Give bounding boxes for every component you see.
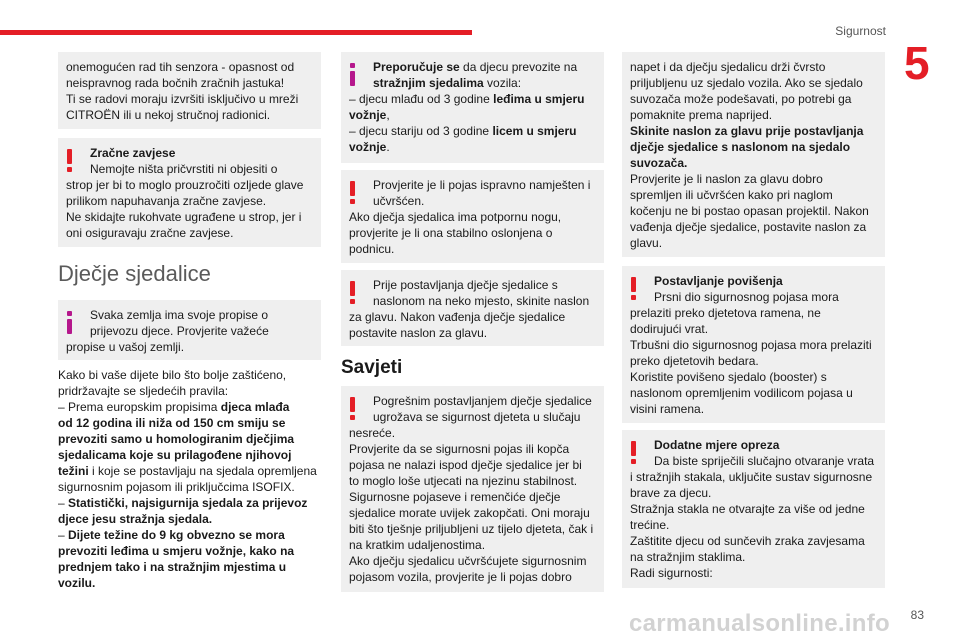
exclamation-warning-icon <box>66 149 74 173</box>
text-line: brave za djecu. <box>630 486 712 500</box>
text-line: prelaziti preko djetetova ramena, ne <box>630 306 821 320</box>
note-box-continued <box>58 52 321 129</box>
text-line: priljubljenu uz sjedalo vozila. Ako se sjedalo <box>630 76 863 90</box>
text-line: Sigurnosne pojaseve i remenčiće dječje <box>349 490 561 504</box>
text-line: prevoziti samo u homologiranim dječjima <box>58 432 295 446</box>
warning-box-airbag-curtains <box>58 138 321 247</box>
text-line: Trbušni dio sigurnosnog pojasa mora prelaziti <box>630 338 872 352</box>
text-line: težini i koje se postavljaju na sjedala opremljena <box>58 464 317 478</box>
text-line: onemogućen rad tih senzora - opasnost od <box>66 60 295 74</box>
warning-box-booster <box>622 266 885 423</box>
text-line: preko djetetovih bedara. <box>630 354 759 368</box>
exclamation-warning-icon <box>630 441 638 465</box>
exclamation-warning-icon <box>349 397 357 421</box>
text-line: Kako bi vaše dijete bilo što bolje zaštićeno, <box>58 368 287 382</box>
text-line: na stražnjim staklima. <box>630 550 746 564</box>
page-number: 83 <box>910 608 924 622</box>
text-line: glavu. <box>630 236 663 250</box>
text-line: dodirujući vrat. <box>630 322 709 336</box>
info-box-rear-seats <box>341 52 604 163</box>
note-box-continued <box>622 52 885 257</box>
text-line: od 12 godina ili niža od 150 cm smiju se <box>58 416 286 430</box>
text-line: Ti se radovi moraju izvršiti isključivo u mreži <box>66 92 299 106</box>
text-line: podnicu. <box>349 242 395 256</box>
info-box-regulations <box>58 300 321 360</box>
text-line: Pogrešnim postavljanjem dječje sjedalice <box>373 394 592 408</box>
header-accent-bar <box>0 30 472 35</box>
text-line: Ako dječju sjedalicu učvršćujete sigurnosnim <box>349 554 587 568</box>
text-line: provjerite je li ona stabilno oslonjena o <box>349 226 553 240</box>
text-line: trećine. <box>630 518 670 532</box>
text-line: – Dijete težine do 9 kg obvezno se mora <box>58 528 285 542</box>
warning-box-headrest <box>341 270 604 346</box>
text-line: vožnje, <box>349 108 390 122</box>
text-line: – djecu stariju od 3 godine licem u smjeru <box>349 124 577 138</box>
text-line: Da biste spriječili slučajno otvaranje vrata <box>654 454 875 468</box>
text-line: Skinite naslon za glavu prije postavljanja <box>630 124 864 138</box>
watermark: carmanualsonline.info <box>628 610 890 637</box>
text-line: sjedalicama koje su prilagođene njihovoj <box>58 448 292 462</box>
text-line: napet i da dječju sjedalicu drži čvrsto <box>630 60 826 74</box>
warning-title: Dodatne mjere opreza <box>654 438 780 452</box>
text-line: Provjerite je li naslon za glavu dobro <box>630 172 823 186</box>
text-line: Nemojte ništa pričvrstiti ni objesiti o <box>90 162 278 176</box>
text-line: Provjerite da se sigurnosni pojas ili kopča <box>349 442 570 456</box>
text-line: prevoziti leđima u smjeru vožnje, kako na <box>58 544 295 558</box>
exclamation-warning-icon <box>349 281 357 305</box>
text-line: pridržavajte se sljedećih pravila: <box>58 384 229 398</box>
text-line: strop jer bi to moglo prouzročiti ozljede glave <box>66 178 304 192</box>
text-line: visini ramena. <box>630 402 705 416</box>
text-line: dječje sjedalice s naslonom na sjedalo <box>630 140 851 154</box>
section-title: Sigurnost <box>835 24 886 38</box>
body-text-rules <box>58 367 321 591</box>
text-line: Ne skidajte rukohvate ugrađene u strop, jer i <box>66 210 302 224</box>
info-icon <box>349 63 357 87</box>
text-line: nesreće. <box>349 426 396 440</box>
text-line: – Prema europskim propisima djeca mlađa <box>58 400 290 414</box>
text-line: stražnjim sjedalima vozila: <box>373 76 522 90</box>
text-line: sjedalice morate uvijek zakopčati. Oni moraju <box>349 506 590 520</box>
text-line: Radi sigurnosti: <box>630 566 713 580</box>
exclamation-warning-icon <box>630 277 638 301</box>
warning-box-extra-precautions <box>622 430 885 588</box>
text-line: prijevozu djece. Provjerite važeće <box>90 324 269 338</box>
text-line: Provjerite je li pojas ispravno namješten i <box>373 178 591 192</box>
text-line: neispravnog rada bočnih zračnih jastuka! <box>66 76 285 90</box>
text-line: Prsni dio sigurnosnog pojasa mora <box>654 290 839 304</box>
warning-title: Zračne zavjese <box>90 146 176 160</box>
exclamation-warning-icon <box>349 181 357 205</box>
text-line: naslonom opremljenim vodilicom pojasa u <box>630 386 853 400</box>
text-line: to moglo loše utjecati na njezinu stabilnost. <box>349 474 578 488</box>
text-line: sigurnosnim pojasom ili priključcima ISOFIX. <box>58 480 295 494</box>
text-line: ugrožava se sigurnost djeteta u slučaju <box>373 410 581 424</box>
text-line: Preporučuje se da djecu prevozite na <box>373 60 578 74</box>
text-line: Ako dječja sjedalica ima potpornu nogu, <box>349 210 562 224</box>
text-line: vožnje. <box>349 140 390 154</box>
text-line: učvršćen. <box>373 194 425 208</box>
chapter-number: 5 <box>904 37 930 89</box>
text-line: za glavu. Nakon vađenja dječje sjedalice <box>349 310 566 324</box>
text-line: Zaštitite djecu od sunčevih zraka zavjesama <box>630 534 865 548</box>
text-line: prednjem tako i na stražnjim mjestima u <box>58 560 287 574</box>
text-line: vađenja dječje sjedalice, postavite naslon za <box>630 220 867 234</box>
info-icon <box>66 311 74 335</box>
text-line: – djecu mlađu od 3 godine leđima u smjeru <box>349 92 585 106</box>
text-line: Prije postavljanja dječje sjedalice s <box>373 278 558 292</box>
text-line: – Statistički, najsigurnija sjedala za prijevoz <box>58 496 308 510</box>
text-line: pojasom vozila, provjerite je li pojas dobro <box>349 570 572 584</box>
text-line: djece jesu stražnja sjedala. <box>58 512 213 526</box>
warning-box-advice <box>341 386 604 592</box>
text-line: suvozača može podešavati, po potrebi ga <box>630 92 852 106</box>
warning-title: Postavljanje povišenja <box>654 274 783 288</box>
text-line: postavite naslon za glavu. <box>349 326 488 340</box>
warning-box-belt-check <box>341 170 604 263</box>
text-line: spremljen ili učvršćen kako pri naglom <box>630 188 833 202</box>
text-line: oni osiguravaju zračne zavjese. <box>66 226 234 240</box>
text-line: prilikom napuhavanja zračne zavjese. <box>66 194 267 208</box>
text-line: pomaknite prema naprijed. <box>630 108 773 122</box>
text-line: suvozača. <box>630 156 688 170</box>
text-line: naslonom na neko mjesto, skinite naslon <box>373 294 590 308</box>
text-line: Svaka zemlja ima svoje propise o <box>90 308 269 322</box>
text-line: i stražnjih stakala, uključite sustav sigurnosne <box>630 470 873 484</box>
text-line: pojasa ne nalazi ispod dječje sjedalice jer bi <box>349 458 582 472</box>
text-line: CITROËN ili u nekoj stručnoj radionici. <box>66 108 271 122</box>
section-heading: Savjeti <box>341 357 403 378</box>
section-heading: Dječje sjedalice <box>58 261 211 286</box>
text-line: propise u vašoj zemlji. <box>66 340 185 354</box>
text-line: kočenju ne bi postao opasan projektil. Nakon <box>630 204 869 218</box>
text-line: Koristite povišeno sjedalo (booster) s <box>630 370 827 384</box>
text-line: vozilu. <box>58 576 96 590</box>
text-line: na kratkim udaljenostima. <box>349 538 486 552</box>
text-line: biti što tješnje priljubljeni uz tijelo djeteta, čak i <box>349 522 594 536</box>
text-line: Stražnja stakla ne otvarajte za više od jedne <box>630 502 865 516</box>
